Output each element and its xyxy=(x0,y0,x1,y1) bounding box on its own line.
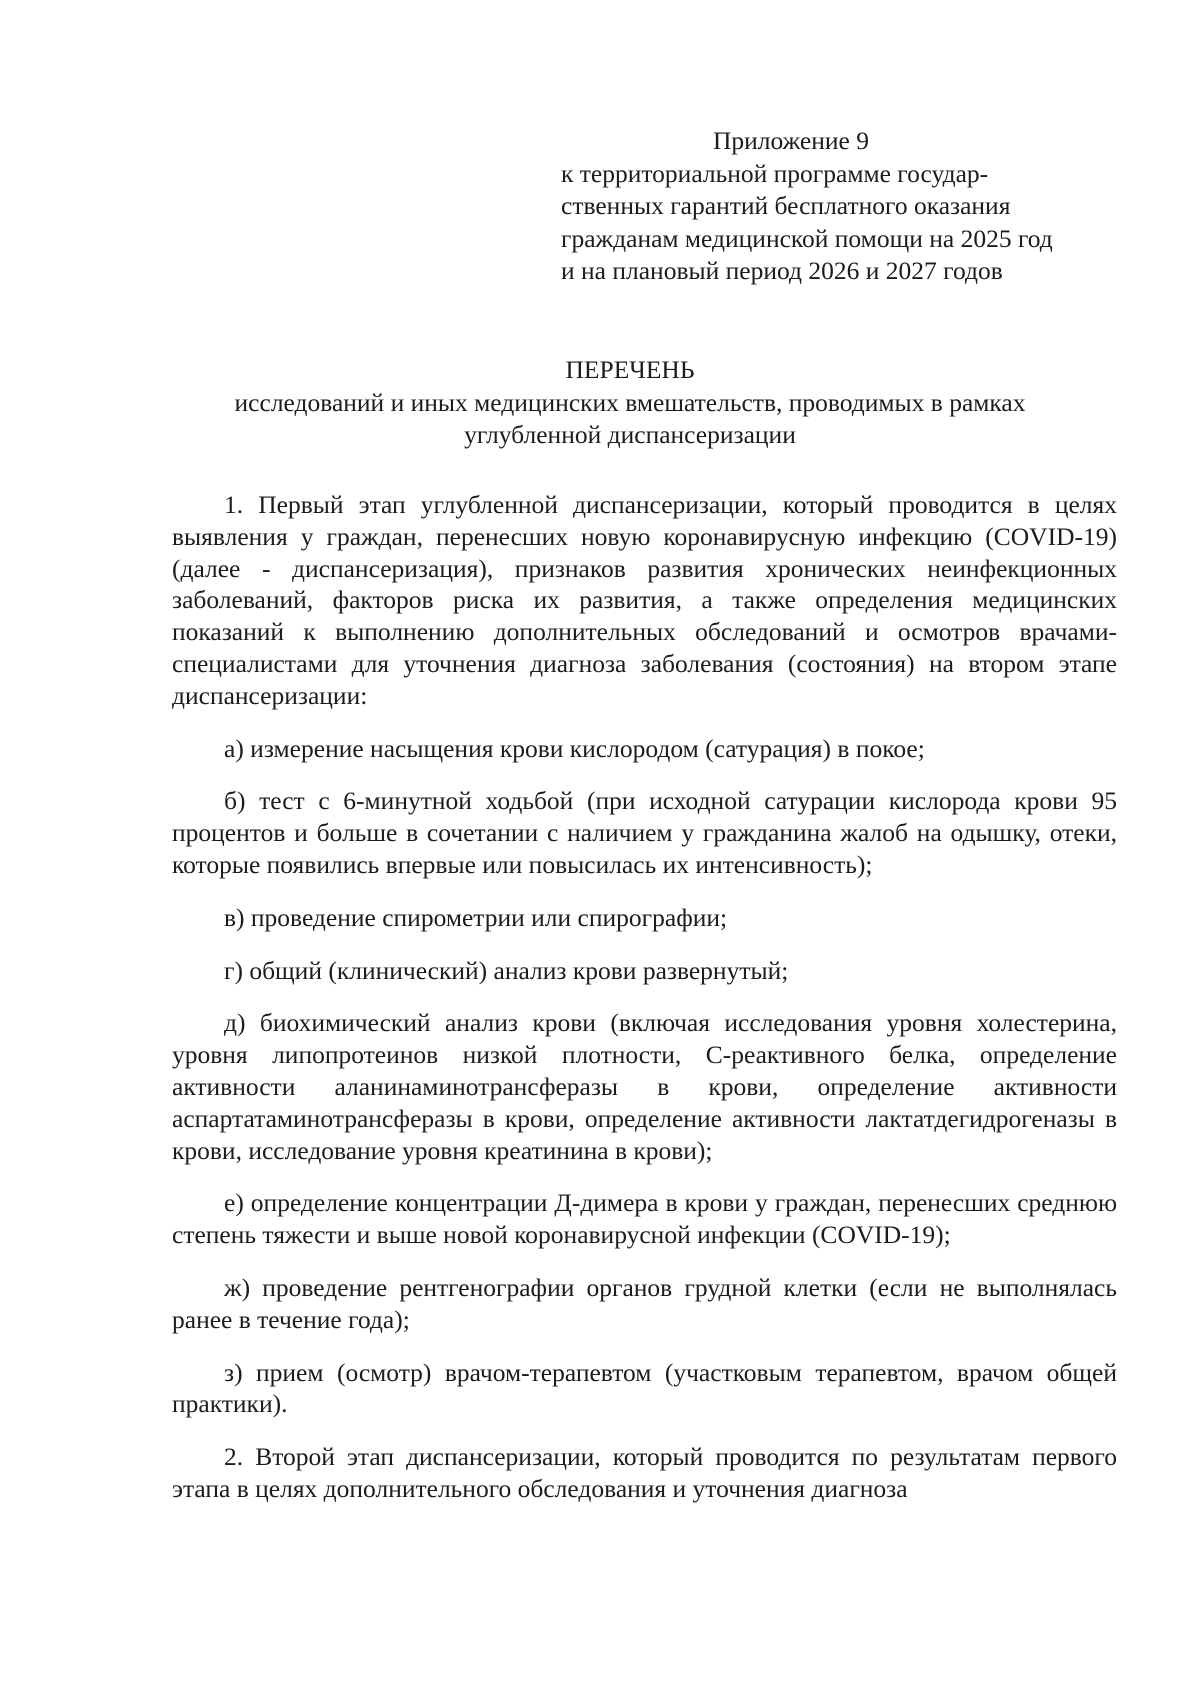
list-item-z: з) прием (осмотр) врачом-терапевтом (участковым терапевтом, врачом общей практики). xyxy=(172,1357,1117,1419)
appendix-line: к территориальной программе государ- xyxy=(561,158,989,188)
list-item-d: д) биохимический анализ крови (включая исследования уровня холестерина, уровня липопротеинов низкой плотности, С-реактивного белка, определение активности аланинаминотрансферазы в крови, определение активности аспартатаминотрансферазы в крови, определение активности лактатдегидрогеназы в крови, исследование уровня креатинина в крови); xyxy=(172,1008,1117,1165)
appendix-block xyxy=(561,125,1121,288)
appendix-line: и на плановый период 2026 и 2027 годов xyxy=(561,256,1003,285)
paragraph-stage-1: 1. Первый этап углубленной диспансеризации, который проводится в целях выявления у граждан, перенесших новую коронавирусную инфекцию (COVID-19) (далее - диспансеризация), признаков развития хронических неинфекционных заболеваний, факторов риска их развития, а также определения медицинских показаний к выполнению дополнительных обследований и осмотров врачами-специалистами для уточнения диагноза заболевания (состояния) на втором этапе диспансеризации: xyxy=(172,490,1117,710)
paragraph-stage-2: 2. Второй этап диспансеризации, который проводится по результатам первого этапа в целях дополнительного обследования и уточнения диагноза xyxy=(172,1442,1117,1503)
list-item-g: г) общий (клинический) анализ крови развернутый; xyxy=(224,955,789,985)
appendix-line: гражданам медицинской помощи на 2025 год xyxy=(561,223,1053,253)
appendix-line: ственных гарантий бесплатного оказания xyxy=(561,191,1011,220)
list-item-b: б) тест с 6-минутной ходьбой (при исходной сатурации кислорода крови 95 процентов и больше в сочетании с наличием у гражданина жалоб на одышку, отеки, которые появились впервые или повысилась их интенсивность); xyxy=(172,786,1117,879)
heading-title: ПЕРЕЧЕНЬ xyxy=(565,355,695,384)
list-item-v: в) проведение спирометрии или спирографии; xyxy=(224,902,728,932)
list-item-a: а) измерение насыщения крови кислородом (сатурация) в покое; xyxy=(224,733,925,763)
appendix-title: Приложение 9 xyxy=(713,126,869,155)
document-heading xyxy=(150,354,1110,452)
document-body xyxy=(172,489,1117,1505)
heading-subtitle-line: исследований и иных медицинских вмешательств, проводимых в рамках xyxy=(234,387,1026,417)
heading-subtitle-line: углубленной диспансеризации xyxy=(464,420,796,449)
list-item-zh: ж) проведение рентгенографии органов грудной клетки (если не выполнялась ранее в течение года); xyxy=(172,1272,1117,1334)
list-item-e: е) определение концентрации Д-димера в крови у граждан, перенесших среднюю степень тяжести и выше новой коронавирусной инфекции (COVID-19); xyxy=(172,1188,1117,1250)
